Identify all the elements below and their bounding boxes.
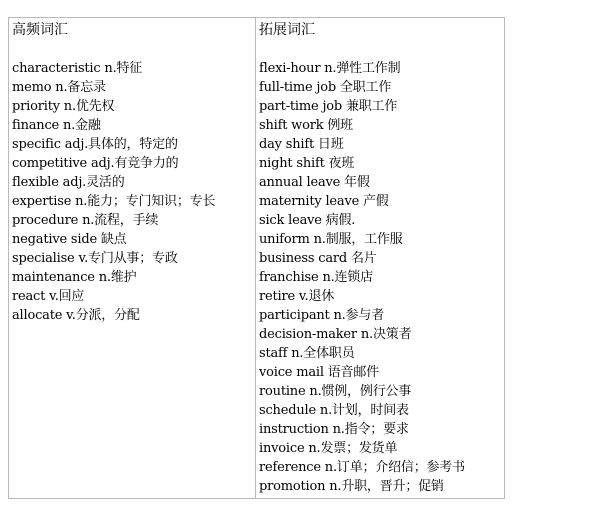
vocab-entry: day shift 日班 [259, 137, 344, 152]
vocab-entry: instruction n.指令；要求 [259, 422, 409, 437]
vocab-entry: specialise v.专门从事；专政 [12, 251, 178, 266]
vocab-entry: franchise n.连锁店 [259, 270, 373, 285]
vocab-entry: memo n.备忘录 [12, 80, 106, 95]
vocab-entry: decision-maker n.决策者 [259, 327, 412, 342]
right-column-header: 拓展词汇 [259, 22, 315, 38]
vocab-entry: full-time job 全职工作 [259, 80, 392, 95]
vocab-entry: shift work 例班 [259, 118, 353, 133]
high-frequency-column [9, 18, 256, 498]
vocab-entry: characteristic n.特征 [12, 61, 143, 76]
vocab-entry: night shift 夜班 [259, 156, 355, 171]
vocab-entry: retire v.退休 [259, 289, 335, 304]
header-spacer [12, 40, 255, 59]
vocab-entry: maintenance n.维护 [12, 270, 137, 285]
vocab-entry: routine n.惯例，例行公事 [259, 384, 412, 399]
high-frequency-list [12, 59, 255, 325]
vocab-entry: sick leave 病假. [259, 213, 356, 228]
vocab-entry: priority n.优先权 [12, 99, 115, 114]
vocab-entry: part-time job 兼职工作 [259, 99, 398, 114]
vocabulary-table [8, 17, 505, 499]
vocab-entry: voice mail 语音邮件 [259, 365, 379, 380]
extended-column [256, 18, 504, 498]
left-column-header: 高频词汇 [12, 22, 68, 38]
vocab-entry: expertise n.能力；专门知识；专长 [12, 194, 216, 209]
vocab-entry: react v.回应 [12, 289, 85, 304]
vocab-entry: annual leave 年假 [259, 175, 370, 190]
vocab-entry: allocate v.分派，分配 [12, 308, 140, 323]
vocab-entry: reference n.订单；介绍信；参考书 [259, 460, 465, 475]
vocab-entry: participant n.参与者 [259, 308, 385, 323]
vocab-entry: procedure n.流程，手续 [12, 213, 159, 228]
header-spacer [259, 40, 504, 59]
vocab-entry: business card 名片 [259, 251, 377, 266]
vocab-entry: flexi-hour n.弹性工作制 [259, 61, 401, 76]
vocab-entry: maternity leave 产假 [259, 194, 389, 209]
vocab-entry: specific adj.具体的，特定的 [12, 137, 178, 152]
vocab-entry: flexible adj.灵活的 [12, 175, 125, 190]
vocab-entry: competitive adj.有竞争力的 [12, 156, 179, 171]
vocab-entry: finance n.金融 [12, 118, 101, 133]
extended-list [259, 59, 504, 496]
vocab-entry: invoice n.发票；发货单 [259, 441, 398, 456]
vocab-entry: staff n.全体职员 [259, 346, 355, 361]
vocab-entry: uniform n.制服，工作服 [259, 232, 403, 247]
vocab-entry: negative side 缺点 [12, 232, 127, 247]
vocab-entry: schedule n.计划，时间表 [259, 403, 409, 418]
vocab-entry: promotion n.升职，晋升；促销 [259, 479, 444, 494]
